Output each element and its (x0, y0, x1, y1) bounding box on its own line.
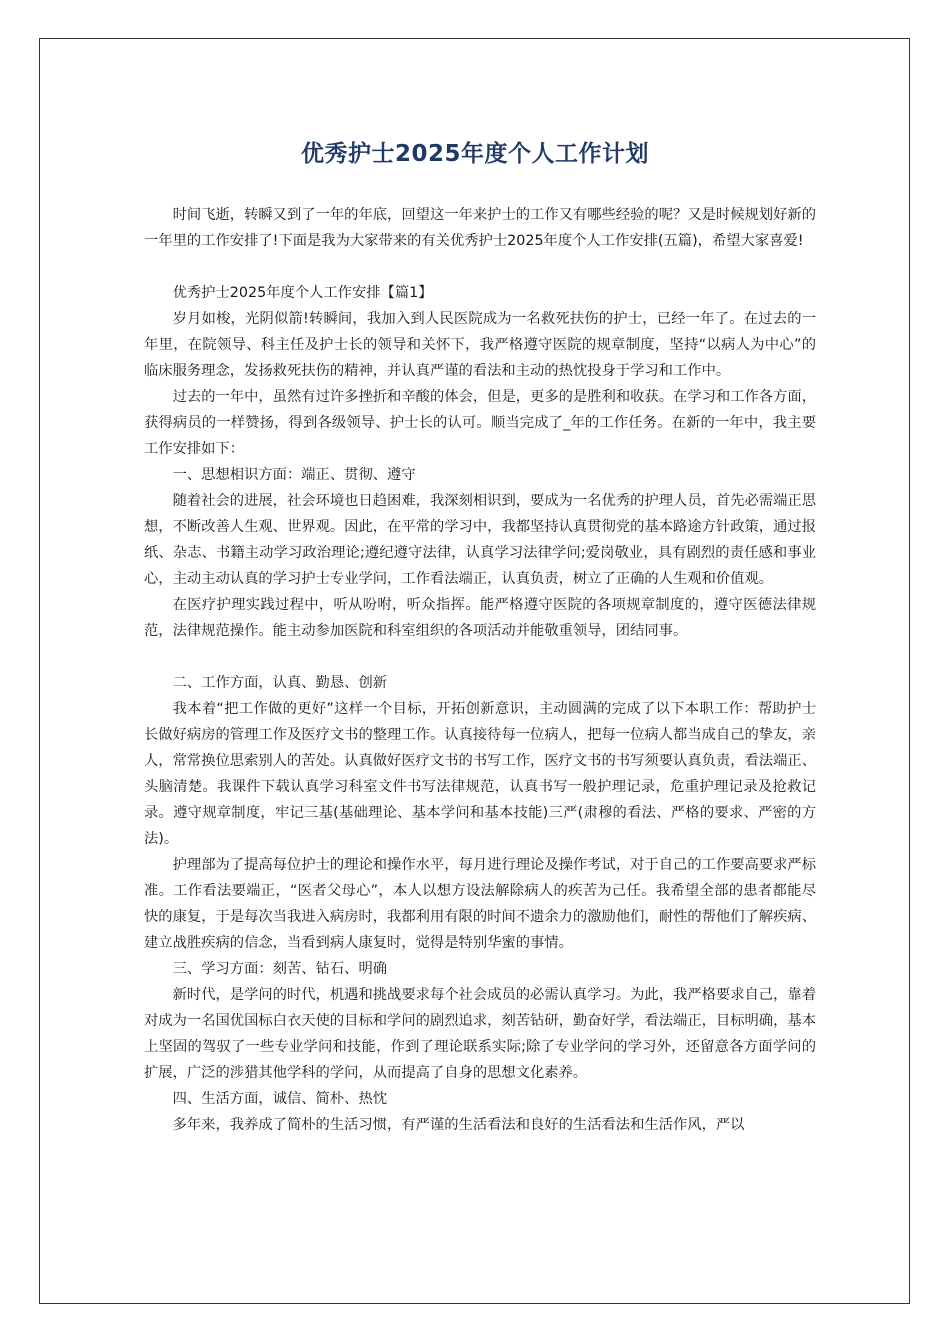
body-paragraph: 护理部为了提高每位护士的理论和操作水平，每月进行理论及操作考试，对于自己的工作要高要求严标准。工作看法要端正，“医者父母心”，本人以想方设法解除病人的疾苦为己任。我希望全部的患者都能尽快的康复，于是每次当我进入病房时，我都利用有限的时间不遗余力的激励他们，耐性的帮他们了解疾病、建立战胜疾病的信念，当看到病人康复时，觉得是特别华蜜的事情。 (144, 857, 816, 951)
section-heading: 优秀护士2025年度个人工作安排【篇1】 (172, 285, 433, 301)
spacer (144, 644, 816, 670)
body-paragraph: 过去的一年中，虽然有过许多挫折和辛酸的体会，但是，更多的是胜利和收获。在学习和工作各方面，获得病员的一样赞扬，得到各级领导、护士长的认可。顺当完成了_年的工作任务。在新的一年中，我主要工作安排如下： (144, 389, 816, 457)
document-body (144, 202, 816, 1138)
subheading: 三、学习方面：刻苦、钻石、明确 (172, 961, 388, 977)
body-paragraph: 多年来，我养成了简朴的生活习惯，有严谨的生活看法和良好的生活看法和生活作风，严以 (172, 1117, 745, 1133)
body-paragraph: 在医疗护理实践过程中，听从吩咐，听众指挥。能严格遵守医院的各项规章制度的，遵守医德法律规范，法律规范操作。能主动参加医院和科室组织的各项活动并能敬重领导，团结同事。 (144, 597, 816, 639)
document-title: 优秀护士2025年度个人工作计划 (300, 141, 649, 167)
intro-paragraph: 时间飞逝，转瞬又到了一年的年底，回望这一年来护士的工作又有哪些经验的呢？又是时候规划好新的一年里的工作安排了!下面是我为大家带来的有关优秀护士2025年度个人工作安排(五篇)，希望大家喜爱! (144, 207, 816, 249)
body-paragraph: 我本着“把工作做的更好”这样一个目标，开拓创新意识，主动圆满的完成了以下本职工作：帮助护士长做好病房的管理工作及医疗文书的整理工作。认真接待每一位病人，把每一位病人都当成自己的挚友，亲人，常常换位思索别人的苦处。认真做好医疗文书的书写工作，医疗文书的书写须要认真负责，看法端正、头脑清楚。我课件下载认真学习科室文件书写法律规范，认真书写一般护理记录，危重护理记录及抢救记录。遵守规章制度，牢记三基(基础理论、基本学问和基本技能)三严(肃穆的看法、严格的要求、严密的方法)。 (144, 701, 816, 847)
body-paragraph: 新时代，是学问的时代，机遇和挑战要求每个社会成员的必需认真学习。为此，我严格要求自己，靠着对成为一名国优国标白衣天使的目标和学问的剧烈追求，刻苦钻研，勤奋好学，看法端正，目标明确，基本上坚固的驾驭了一些专业学问和技能，作到了理论联系实际;除了专业学问的学习外，还留意各方面学问的扩展，广泛的涉猎其他学科的学问，从而提高了自身的思想文化素养。 (144, 987, 816, 1081)
subheading: 四、生活方面，诚信、简朴、热忱 (172, 1091, 388, 1107)
body-paragraph: 岁月如梭，光阴似箭!转瞬间，我加入到人民医院成为一名救死扶伤的护士，已经一年了。在过去的一年里，在院领导、科主任及护士长的领导和关怀下，我严格遵守医院的规章制度，坚持“以病人为中心”的临床服务理念，发扬救死扶伤的精神，并认真严谨的看法和主动的热忱投身于学习和工作中。 (144, 311, 816, 379)
subheading: 一、思想相识方面：端正、贯彻、遵守 (172, 467, 416, 483)
body-paragraph: 随着社会的进展，社会环境也日趋困难，我深刻相识到，要成为一名优秀的护理人员，首先必需端正思想，不断改善人生观、世界观。因此，在平常的学习中，我都坚持认真贯彻党的基本路途方针政策，通过报纸、杂志、书籍主动学习政治理论;遵纪遵守法律，认真学习法律学问;爱岗敬业，具有剧烈的责任感和事业心，主动主动认真的学习护士专业学问，工作看法端正，认真负责，树立了正确的人生观和价值观。 (144, 493, 816, 587)
spacer (144, 254, 816, 280)
subheading: 二、工作方面，认真、勤恳、创新 (172, 675, 388, 691)
